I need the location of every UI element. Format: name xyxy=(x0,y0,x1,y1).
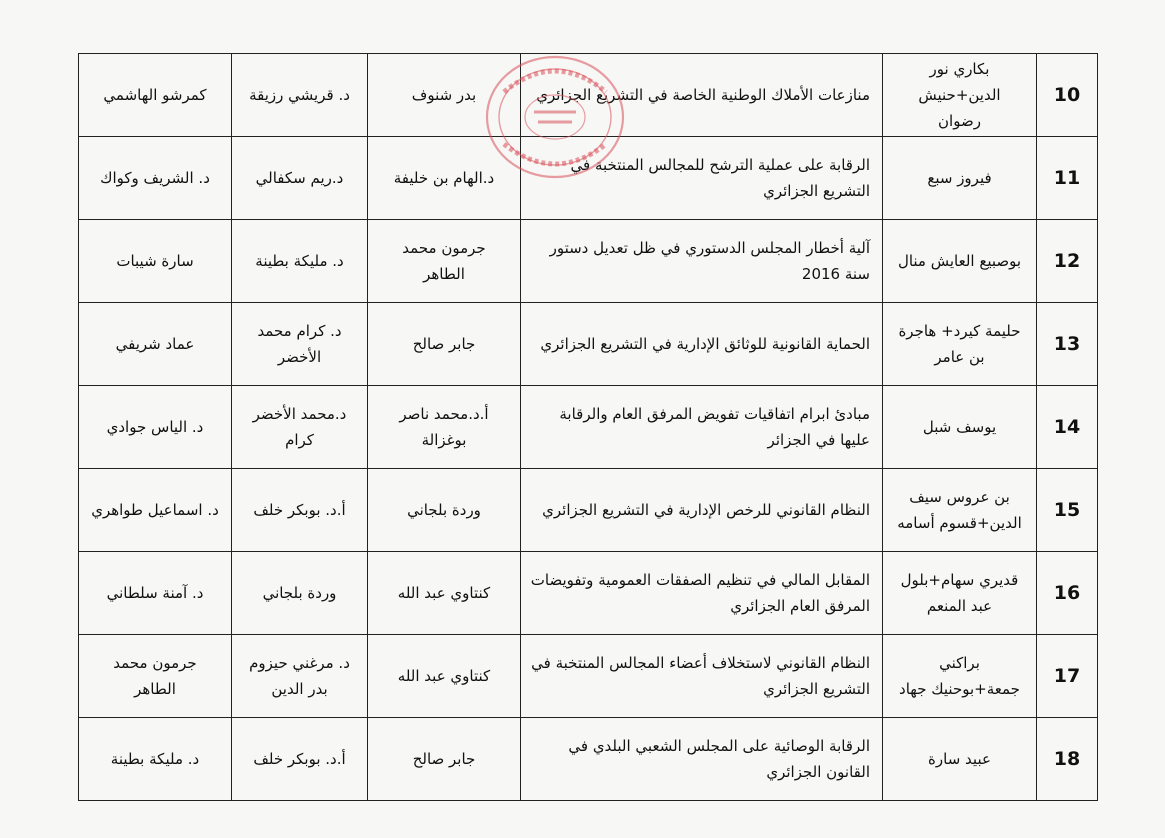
supervisor-name: جابر صالح xyxy=(368,303,521,386)
supervisor-name: د.الهام بن خليفة xyxy=(368,137,521,220)
supervisor-name: أ.د.محمد ناصر بوغزالة xyxy=(368,386,521,469)
thesis-title: النظام القانوني للرخص الإدارية في التشريع الجزائري xyxy=(521,469,883,552)
table-row xyxy=(79,552,1098,635)
examiner-name: د. الياس جوادي xyxy=(79,386,232,469)
thesis-title: الرقابة الوصائية على المجلس الشعبي البلدي في القانون الجزائري xyxy=(521,718,883,801)
row-number: 16 xyxy=(1037,552,1098,635)
thesis-title: آلية أخطار المجلس الدستوري في ظل تعديل دستور سنة 2016 xyxy=(521,220,883,303)
thesis-title: النظام القانوني لاستخلاف أعضاء المجالس المنتخبة في التشريع الجزائري xyxy=(521,635,883,718)
table-row xyxy=(79,718,1098,801)
examiner-name: كمرشو الهاشمي xyxy=(79,54,232,137)
table-row xyxy=(79,635,1098,718)
president-name: أ.د. بوبكر خلف xyxy=(232,718,368,801)
supervisor-name: وردة بلجاني xyxy=(368,469,521,552)
row-number: 14 xyxy=(1037,386,1098,469)
row-number: 11 xyxy=(1037,137,1098,220)
table-row xyxy=(79,54,1098,137)
supervisor-name: كنتاوي عبد الله xyxy=(368,552,521,635)
row-number: 13 xyxy=(1037,303,1098,386)
student-names: بكاري نور الدين+حنيش رضوان xyxy=(883,54,1037,137)
president-name: د. مليكة بطينة xyxy=(232,220,368,303)
examiner-name: د. اسماعيل طواهري xyxy=(79,469,232,552)
table-row xyxy=(79,303,1098,386)
table-body xyxy=(79,54,1098,801)
president-name: وردة بلجاني xyxy=(232,552,368,635)
student-names: قديري سهام+بلول عبد المنعم xyxy=(883,552,1037,635)
student-names: بن عروس سيف الدين+قسوم أسامه xyxy=(883,469,1037,552)
supervisor-name: جرمون محمد الطاهر xyxy=(368,220,521,303)
president-name: د. كرام محمد الأخضر xyxy=(232,303,368,386)
supervisor-name: كنتاوي عبد الله xyxy=(368,635,521,718)
president-name: د. قريشي رزيقة xyxy=(232,54,368,137)
student-names: بوصبيع العايش منال xyxy=(883,220,1037,303)
thesis-title: الحماية القانونية للوثائق الإدارية في التشريع الجزائري xyxy=(521,303,883,386)
student-names: فيروز سبع xyxy=(883,137,1037,220)
thesis-title: مبادئ ابرام اتفاقيات تفويض المرفق العام والرقابة عليها في الجزائر xyxy=(521,386,883,469)
student-names: براكني جمعة+بوحنيك جهاد xyxy=(883,635,1037,718)
table-row xyxy=(79,469,1098,552)
defense-schedule-table xyxy=(78,53,1098,801)
table-row xyxy=(79,386,1098,469)
president-name: د.ريم سكفالي xyxy=(232,137,368,220)
president-name: أ.د. بوبكر خلف xyxy=(232,469,368,552)
row-number: 10 xyxy=(1037,54,1098,137)
row-number: 17 xyxy=(1037,635,1098,718)
examiner-name: عماد شريفي xyxy=(79,303,232,386)
row-number: 12 xyxy=(1037,220,1098,303)
student-names: يوسف شبل xyxy=(883,386,1037,469)
row-number: 15 xyxy=(1037,469,1098,552)
student-names: عبيد سارة xyxy=(883,718,1037,801)
examiner-name: جرمون محمد الطاهر xyxy=(79,635,232,718)
examiner-name: د. مليكة بطينة xyxy=(79,718,232,801)
thesis-title: المقابل المالي في تنظيم الصفقات العمومية وتفويضات المرفق العام الجزائري xyxy=(521,552,883,635)
thesis-title: منازعات الأملاك الوطنية الخاصة في التشريع الجزائري xyxy=(521,54,883,137)
table-row xyxy=(79,137,1098,220)
supervisor-name: جابر صالح xyxy=(368,718,521,801)
supervisor-name: بدر شنوف xyxy=(368,54,521,137)
examiner-name: سارة شيبات xyxy=(79,220,232,303)
president-name: د. مرغني حيزوم بدر الدين xyxy=(232,635,368,718)
row-number: 18 xyxy=(1037,718,1098,801)
examiner-name: د. آمنة سلطاني xyxy=(79,552,232,635)
president-name: د.محمد الأخضر كرام xyxy=(232,386,368,469)
thesis-title: الرقابة على عملية الترشح للمجالس المنتخبة في التشريع الجزائري xyxy=(521,137,883,220)
examiner-name: د. الشريف وكواك xyxy=(79,137,232,220)
student-names: حليمة كيرد+ هاجرة بن عامر xyxy=(883,303,1037,386)
table-row xyxy=(79,220,1098,303)
